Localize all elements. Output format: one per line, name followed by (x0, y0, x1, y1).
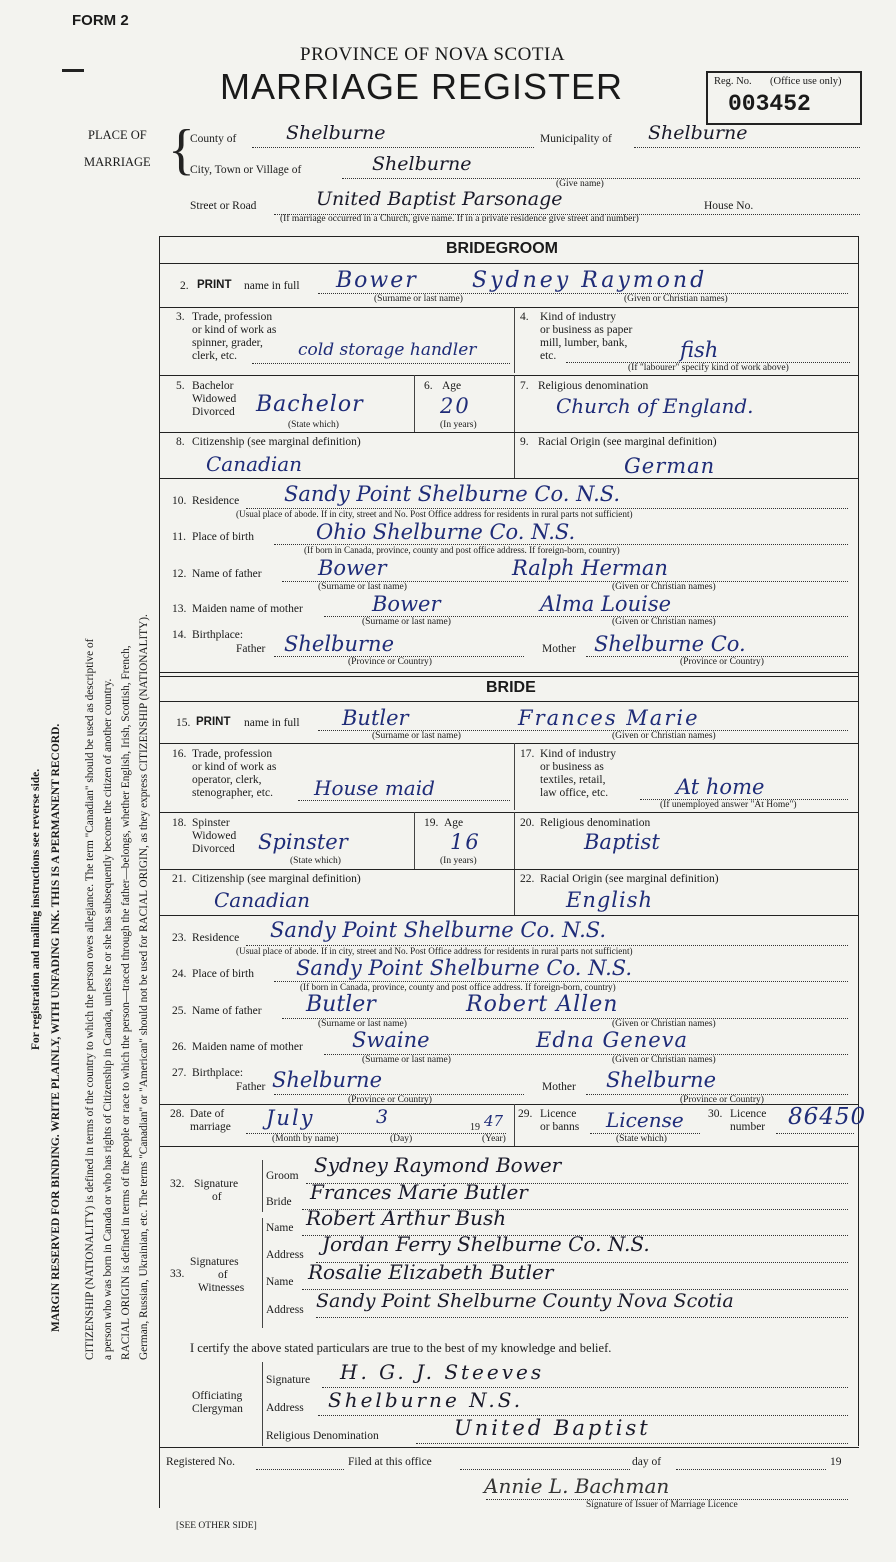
licence-hint: (State which) (616, 1134, 667, 1144)
side-note-4 (102, 679, 114, 1360)
f22-num: 22. (520, 873, 535, 885)
reg-number: 003452 (728, 91, 811, 117)
given-hint: (Given or Christian names) (624, 294, 728, 304)
bride-given: Frances Marie (518, 706, 700, 730)
f7-label: Religious denomination (538, 380, 649, 392)
frame-right (858, 236, 859, 1446)
bride-surname-hint: (Surname or last name) (372, 731, 461, 741)
f5-l1: Bachelor (192, 380, 234, 392)
f32-l1: Signature (194, 1178, 239, 1190)
clergy-sig-label: Signature (266, 1374, 311, 1386)
side-note-2-text: MARGIN RESERVED FOR BINDING. WRITE PLAINLY, WITH UNFADING INK. THIS IS A PERMANENT RECORD. (50, 723, 62, 1332)
f28-l1: Date of (190, 1108, 225, 1120)
f11-num: 11. (172, 531, 186, 543)
bride-birthplace: Sandy Point Shelburne Co. N.S. (296, 956, 633, 980)
f27-father-label: Father (236, 1081, 266, 1093)
clergy-denomination: United Baptist (454, 1416, 651, 1440)
f17-hint: (If unemployed answer "At Home") (660, 800, 797, 810)
f4-l2: or business as paper (540, 324, 633, 336)
f28-l2: marriage (190, 1121, 231, 1133)
reg-office-use: (Office use only) (770, 76, 842, 87)
groom-father-bp: Shelburne (284, 632, 395, 656)
street-hint: (If marriage occurred in a Church, give name. If in a private residence give street and number) (280, 214, 639, 224)
page-title: MARRIAGE REGISTER (220, 66, 624, 107)
side-note-6-text: German, Russian, Ukrainian, etc. The terms "Canadian" or "American" should not be used for RACIAL ORIGIN, as they express CITIZENSHIP (NATIONALITY). (138, 614, 150, 1360)
f15-print: PRINT (196, 716, 231, 728)
f10-label: Residence (192, 495, 240, 507)
f27-mother-label: Mother (542, 1081, 576, 1093)
month-hint: (Month by name) (272, 1134, 339, 1144)
bride-mother-given-hint: (Given or Christian names) (612, 1055, 716, 1065)
street-label: Street or Road (190, 200, 257, 212)
f14-num: 14. (172, 629, 187, 641)
footer-year: 19 (830, 1456, 842, 1468)
f20-num: 20. (520, 817, 535, 829)
f3-l2: or kind of work as (192, 324, 277, 336)
f32-num: 32. (170, 1178, 185, 1190)
clergy-address: Shelburne N.S. (328, 1388, 524, 1412)
side-note-3-text: CITIZENSHIP (NATIONALITY) is defined in terms of the country to which the person owes allegiance. The term "Canadian" should be used as descriptive of (84, 638, 96, 1360)
f15-label: name in full (244, 717, 300, 729)
birth-hint: (If born in Canada, province, county and post office address. If foreign-born, country) (304, 545, 620, 555)
f21-num: 21. (172, 873, 187, 885)
groom-surname: Bower (336, 268, 418, 293)
licence-type: License (606, 1108, 684, 1132)
side-note-4-text: a person who was born in Canada or who has rights of Citizenship in Canada, unless he or she has subsequently become the citizen of another country. (102, 678, 114, 1360)
f26-label: Maiden name of mother (192, 1041, 303, 1053)
dash-mark (62, 69, 84, 72)
f20-label: Religious denomination (540, 817, 651, 829)
f12-num: 12. (172, 568, 187, 580)
f7-num: 7. (520, 380, 529, 392)
f16-l4: stenographer, etc. (192, 787, 273, 799)
groom-mother-surname: Bower (372, 592, 441, 616)
f30-num: 30. (708, 1108, 723, 1120)
f23-label: Residence (192, 932, 240, 944)
f8-num: 8. (176, 436, 185, 448)
f13-num: 13. (172, 603, 187, 615)
groom-citizenship: Canadian (206, 452, 303, 476)
f32-l2: of (212, 1191, 222, 1203)
side-note-5-text: RACIAL ORIGIN is defined in terms of the people or race to which the person—traced through the father—belongs, whether English, Irish, Scottish, French, (120, 645, 132, 1360)
bride-sig-label: Bride (266, 1196, 292, 1208)
father-given-hint: (Given or Christian names) (612, 582, 716, 592)
form-label: FORM 2 (72, 12, 129, 29)
groom-trade: cold storage handler (298, 340, 477, 360)
f17-l3: textiles, retail, (540, 774, 606, 786)
w1-address-label: Address (266, 1249, 304, 1261)
groom-father-surname: Bower (318, 556, 387, 580)
f22-label: Racial Origin (see marginal definition) (540, 873, 719, 885)
f18-l3: Divorced (192, 843, 235, 855)
clergy-signature: H. G. J. Steeves (340, 1360, 545, 1384)
give-name-hint: (Give name) (556, 179, 604, 189)
f6-label: Age (442, 380, 462, 392)
f33-num: 33. (170, 1268, 185, 1280)
f3-l3: spinner, grader, (192, 337, 263, 349)
county-label: County of (190, 133, 237, 145)
house-label: House No. (704, 200, 754, 212)
groom-residence: Sandy Point Shelburne Co. N.S. (284, 482, 621, 506)
county-value: Shelburne (286, 122, 386, 144)
f5-num: 5. (176, 380, 185, 392)
f3-l4: clerk, etc. (192, 350, 238, 362)
f12-label: Name of father (192, 568, 262, 580)
f17-l2: or business as (540, 761, 604, 773)
father-country-hint: (Province or Country) (348, 657, 432, 667)
place-label-2: MARRIAGE (84, 155, 151, 169)
f27-num: 27. (172, 1067, 187, 1079)
f33-l2: of (218, 1269, 228, 1281)
f29-l2: or banns (540, 1121, 580, 1133)
f16-l1: Trade, profession (192, 748, 273, 760)
groom-sig-label: Groom (266, 1170, 299, 1182)
groom-header: BRIDEGROOM (446, 240, 558, 257)
side-note-1-text: For registration and mailing instructions see reverse side. (30, 768, 42, 1050)
w1-name-label: Name (266, 1222, 294, 1234)
f19-label: Age (444, 817, 464, 829)
f2-num: 2. (180, 280, 189, 292)
bride-status: Spinster (258, 830, 348, 854)
bride-age: 16 (450, 830, 481, 854)
f10-num: 10. (172, 495, 187, 507)
day-hint: (Day) (390, 1134, 413, 1144)
bride-origin: English (566, 888, 654, 912)
certify-statement: I certify the above stated particulars are true to the best of my knowledge and belief. (190, 1341, 612, 1355)
f2-print: PRINT (197, 279, 232, 291)
bride-father-given: Robert Allen (466, 992, 619, 1017)
province-heading: PROVINCE OF NOVA SCOTIA (300, 44, 566, 65)
see-other-side: [SEE OTHER SIDE] (176, 1521, 257, 1531)
bride-religion: Baptist (584, 830, 660, 854)
f4-l4: etc. (540, 350, 557, 362)
issuer-signature: Annie L. Bachman (484, 1474, 670, 1498)
side-note-1 (30, 769, 42, 1050)
witness1-address: Jordan Ferry Shelburne Co. N.S. (322, 1232, 650, 1256)
city-value: Shelburne (372, 153, 472, 175)
bride-father-given-hint: (Given or Christian names) (612, 1019, 716, 1029)
street-value: United Baptist Parsonage (316, 188, 563, 210)
clergy-l2: Clergyman (192, 1403, 243, 1415)
bride-father-surname-hint: (Surname or last name) (318, 1019, 407, 1029)
clergy-addr-label: Address (266, 1402, 304, 1414)
witness2-address: Sandy Point Shelburne County Nova Scotia (316, 1290, 734, 1312)
f4-l1: Kind of industry (540, 311, 617, 323)
age-hint: (In years) (440, 420, 477, 430)
f5-l3: Divorced (192, 406, 235, 418)
f25-label: Name of father (192, 1005, 262, 1017)
father-surname-hint: (Surname or last name) (318, 582, 407, 592)
status-hint: (State which) (288, 420, 339, 430)
f18-l2: Widowed (192, 830, 237, 842)
groom-father-given: Ralph Herman (512, 556, 668, 580)
f5-l2: Widowed (192, 393, 237, 405)
place-brace: { (168, 119, 195, 181)
city-label: City, Town or Village of (190, 164, 302, 176)
side-note-6 (138, 614, 150, 1360)
f17-l4: law office, etc. (540, 787, 609, 799)
residence-hint: (Usual place of abode. If in city, street and No. Post Office address for residents in rural parts not sufficient) (236, 509, 633, 519)
year-prefix: 19 (470, 1122, 480, 1133)
place-label-1: PLACE OF (88, 128, 147, 142)
f25-num: 25. (172, 1005, 187, 1017)
f24-label: Place of birth (192, 968, 254, 980)
bride-mother-surname-hint: (Surname or last name) (362, 1055, 451, 1065)
f15-num: 15. (176, 717, 191, 729)
w2-name-label: Name (266, 1276, 294, 1288)
f18-num: 18. (172, 817, 187, 829)
bride-industry: At home (676, 775, 765, 799)
issuer-label: Signature of Issuer of Marriage Licence (586, 1500, 738, 1510)
year-hint: (Year) (482, 1134, 506, 1144)
groom-given: Sydney Raymond (472, 268, 708, 293)
groom-religion: Church of England. (556, 394, 754, 418)
bride-citizenship: Canadian (214, 888, 311, 912)
side-note-5 (120, 645, 132, 1360)
groom-age: 20 (440, 394, 471, 418)
side-note-3 (84, 639, 96, 1360)
bride-age-hint: (In years) (440, 856, 477, 866)
groom-mother-bp: Shelburne Co. (594, 632, 746, 656)
f29-num: 29. (518, 1108, 533, 1120)
clergy-l1: Officiating (192, 1390, 243, 1402)
f27-label: Birthplace: (192, 1067, 244, 1079)
side-note-2 (50, 724, 62, 1332)
registered-label: Registered No. (166, 1456, 235, 1468)
day-of-label: day of (632, 1456, 662, 1468)
bride-father-bp: Shelburne (272, 1068, 383, 1092)
f9-label: Racial Origin (see marginal definition) (538, 436, 717, 448)
clergy-denom-label: Religious Denomination (266, 1430, 379, 1442)
mother-surname-hint: (Surname or last name) (362, 617, 451, 627)
f4-l3: mill, lumber, bank, (540, 337, 628, 349)
bride-mother-surname: Swaine (352, 1028, 430, 1052)
bride-trade: House maid (314, 776, 435, 800)
f24-num: 24. (172, 968, 187, 980)
f16-l2: or kind of work as (192, 761, 277, 773)
f6-num: 6. (424, 380, 433, 392)
f17-num: 17. (520, 748, 535, 760)
f16-l3: operator, clerk, (192, 774, 262, 786)
mother-country-hint: (Province or Country) (680, 657, 764, 667)
f17-l1: Kind of industry (540, 748, 617, 760)
groom-signature: Sydney Raymond Bower (314, 1153, 562, 1177)
groom-birthplace: Ohio Shelburne Co. N.S. (316, 520, 576, 544)
marriage-year: 47 (484, 1112, 504, 1130)
groom-status: Bachelor (256, 392, 364, 417)
bride-father-country-hint: (Province or Country) (348, 1095, 432, 1105)
bride-residence-hint: (Usual place of abode. If in city, street and No. Post Office address for residents in rural parts not sufficient) (236, 946, 633, 956)
bride-surname: Butler (342, 706, 409, 730)
groom-origin: German (624, 454, 716, 478)
frame-left (159, 236, 160, 1508)
f18-l1: Spinster (192, 817, 230, 829)
bride-residence: Sandy Point Shelburne Co. N.S. (270, 918, 607, 942)
bride-father-surname: Butler (306, 992, 376, 1017)
f8-label: Citizenship (see marginal definition) (192, 436, 361, 448)
marriage-month: July (266, 1106, 315, 1130)
f33-l3: Witnesses (198, 1282, 245, 1294)
w2-address-label: Address (266, 1304, 304, 1316)
mother-given-hint: (Given or Christian names) (612, 617, 716, 627)
f4-num: 4. (520, 311, 529, 323)
bride-mother-bp: Shelburne (606, 1068, 717, 1092)
f14-label: Birthplace: (192, 629, 244, 641)
f4-hint: (If "labourer" specify kind of work above) (628, 363, 789, 373)
f29-l1: Licence (540, 1108, 577, 1120)
surname-hint: (Surname or last name) (374, 294, 463, 304)
f9-num: 9. (520, 436, 529, 448)
f13-label: Maiden name of mother (192, 603, 303, 615)
f33-l1: Signatures (190, 1256, 239, 1268)
f26-num: 26. (172, 1041, 187, 1053)
f28-num: 28. (170, 1108, 185, 1120)
f3-num: 3. (176, 311, 185, 323)
municipality-label: Municipality of (540, 133, 612, 145)
f14-mother-label: Mother (542, 643, 576, 655)
marriage-day: 3 (376, 1106, 389, 1128)
bride-header: BRIDE (486, 679, 536, 696)
bride-signature: Frances Marie Butler (310, 1180, 528, 1204)
bride-status-hint: (State which) (290, 856, 341, 866)
bride-birth-hint: (If born in Canada, province, county and post office address. If foreign-born, country) (300, 982, 616, 992)
f11-label: Place of birth (192, 531, 254, 543)
groom-mother-given: Alma Louise (540, 592, 672, 616)
bride-given-hint: (Given or Christian names) (612, 731, 716, 741)
f14-father-label: Father (236, 643, 266, 655)
reg-label: Reg. No. (714, 76, 752, 87)
f30-l2: number (730, 1121, 766, 1133)
bride-mother-given: Edna Geneva (536, 1028, 689, 1052)
f3-l1: Trade, profession (192, 311, 273, 323)
f30-l1: Licence (730, 1108, 767, 1120)
f19-num: 19. (424, 817, 439, 829)
f21-label: Citizenship (see marginal definition) (192, 873, 361, 885)
f16-num: 16. (172, 748, 187, 760)
f2-label: name in full (244, 280, 300, 292)
filed-label: Filed at this office (348, 1456, 432, 1468)
f23-num: 23. (172, 932, 187, 944)
licence-number: 86450 (788, 1104, 867, 1130)
witness2-name: Rosalie Elizabeth Butler (308, 1260, 554, 1284)
reg-number-box (706, 71, 862, 125)
witness1-name: Robert Arthur Bush (306, 1206, 507, 1230)
groom-industry: fish (680, 338, 719, 362)
municipality-value: Shelburne (648, 122, 748, 144)
bride-mother-country-hint: (Province or Country) (680, 1095, 764, 1105)
